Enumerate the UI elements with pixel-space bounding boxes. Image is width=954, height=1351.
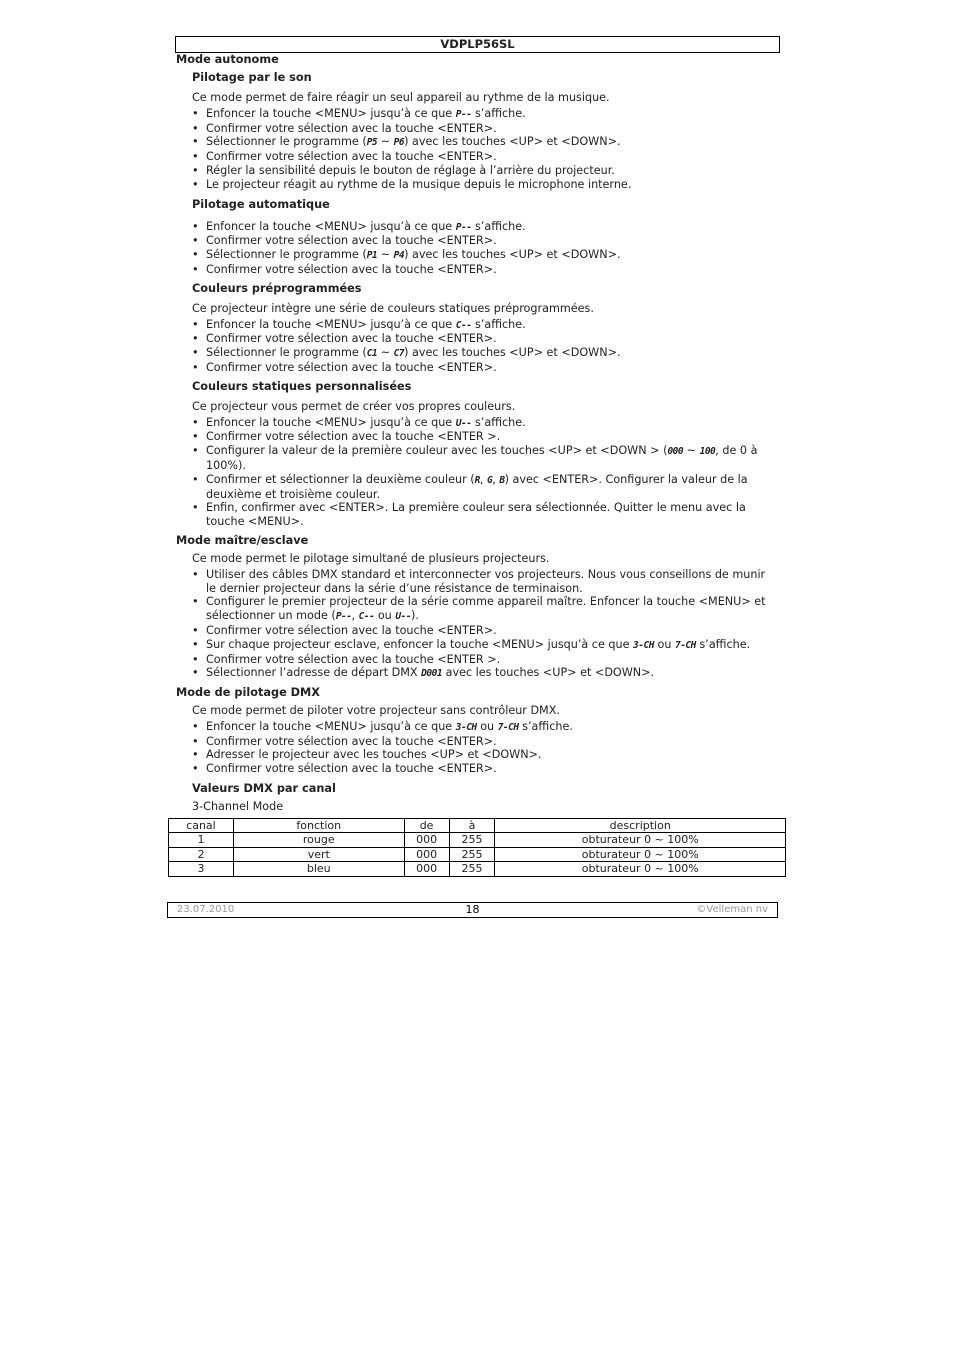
lcd-code: G <box>486 474 493 486</box>
table-cell: 2 <box>169 847 234 862</box>
list-item: • Confirmer votre sélection avec la touche <ENTER>. <box>192 735 778 749</box>
list-item: • Confirmer votre sélection avec la touche <ENTER>. <box>192 263 778 277</box>
table-cell: vert <box>233 847 404 862</box>
table-row <box>169 833 786 848</box>
table-cell: 255 <box>449 847 495 862</box>
intro-dmx: Ce mode permet de piloter votre projecteur sans contrôleur DMX. <box>192 704 560 718</box>
column-header: à <box>449 818 495 833</box>
lcd-code: P-- <box>335 611 352 623</box>
list-item: • Adresser le projecteur avec les touches <UP> et <DOWN>. <box>192 748 778 762</box>
table-cell: 000 <box>404 847 449 862</box>
section-title-autonome: Mode autonome <box>176 53 279 66</box>
intro-son: Ce mode permet de faire réagir un seul appareil au rythme de la musique. <box>192 91 610 104</box>
list-item: • Confirmer votre sélection avec la touche <ENTER>. <box>192 762 778 776</box>
lcd-code: P1 <box>366 250 378 262</box>
list-item: • Confirmer votre sélection avec la touche <ENTER>. <box>192 234 778 248</box>
list-item: • Régler la sensibilité depuis le bouton de réglage à l’arrière du projecteur. <box>192 164 778 178</box>
list-dmx <box>192 720 786 776</box>
list-item: • Confirmer votre sélection avec la touche <ENTER>. <box>192 332 778 346</box>
list-item: • Enfoncer la touche <MENU> jusqu’à ce que P-- s’affiche. <box>192 220 778 235</box>
intro-maitre: Ce mode permet le pilotage simultané de plusieurs projecteurs. <box>192 551 550 565</box>
lcd-code: 100 <box>699 446 716 458</box>
list-item: • Configurer le premier projecteur de la série comme appareil maître. Enfoncer la touche <MENU> et sélectionner un mode (P--, C-- ou U--). <box>192 595 778 624</box>
section-title-son: Pilotage par le son <box>192 71 312 84</box>
list-item: • Sélectionner l’adresse de départ DMX D001 avec les touches <UP> et <DOWN>. <box>192 666 778 681</box>
section-title-maitre: Mode maître/esclave <box>176 533 309 547</box>
lcd-code: 3-CH <box>455 721 477 733</box>
table-cell: obturateur 0 ~ 100% <box>495 847 786 862</box>
list-item: • Confirmer votre sélection avec la touche <ENTER>. <box>192 150 778 164</box>
table-header-row <box>169 818 786 833</box>
lcd-code: C-- <box>455 319 472 331</box>
section-title-perso: Couleurs statiques personnalisées <box>192 379 412 393</box>
lcd-code: C1 <box>366 348 378 360</box>
table-cell: obturateur 0 ~ 100% <box>495 862 786 877</box>
section-title-valeurs: Valeurs DMX par canal <box>192 782 336 796</box>
page-footer <box>167 902 778 918</box>
column-header: fonction <box>233 818 404 833</box>
list-item: • Sélectionner le programme (P1 ~ P4) avec les touches <UP> et <DOWN>. <box>192 248 778 263</box>
footer-copyright: ©Velleman nv <box>696 904 768 915</box>
subtitle-3ch: 3-Channel Mode <box>192 800 284 814</box>
list-item: • Confirmer et sélectionner la deuxième couleur (R, G, B) avec <ENTER>. Configurer la valeur de la deuxième et troisième couleur. <box>192 473 778 502</box>
list-item: • Sélectionner le programme (C1 ~ C7) avec les touches <UP> et <DOWN>. <box>192 346 778 361</box>
table-cell: rouge <box>233 833 404 848</box>
list-item: • Enfoncer la touche <MENU> jusqu’à ce que U-- s’affiche. <box>192 416 778 431</box>
dmx-channel-table <box>168 818 786 877</box>
lcd-code: B <box>499 474 505 486</box>
table-cell: 3 <box>169 862 234 877</box>
section-title-auto: Pilotage automatique <box>192 197 330 211</box>
list-item: • Sur chaque projecteur esclave, enfoncer la touche <MENU> jusqu’à ce que 3-CH ou 7-CH s’affiche. <box>192 638 778 653</box>
lcd-code: 3-CH <box>633 639 654 651</box>
list-item: • Confirmer votre sélection avec la touche <ENTER >. <box>192 653 778 667</box>
list-son <box>192 107 786 192</box>
footer-date: 23.07.2010 <box>177 904 235 915</box>
table-row <box>169 862 786 877</box>
lcd-code: D001 <box>421 668 443 680</box>
page-number: 18 <box>465 903 480 916</box>
document-body <box>176 53 786 877</box>
lcd-code: U-- <box>455 417 472 429</box>
section-title-couleurs: Couleurs préprogrammées <box>192 281 362 295</box>
lcd-code: U-- <box>395 611 412 623</box>
lcd-code: 000 <box>667 446 684 458</box>
column-header: canal <box>169 818 234 833</box>
table-cell: 255 <box>449 833 495 848</box>
column-header: description <box>495 818 786 833</box>
list-item: • Sélectionner le programme (P5 ~ P6) avec les touches <UP> et <DOWN>. <box>192 135 778 150</box>
lcd-code: 7-CH <box>674 639 696 651</box>
list-couleurs <box>192 318 786 375</box>
list-perso <box>192 416 786 529</box>
list-item: • Enfoncer la touche <MENU> jusqu’à ce que C-- s’affiche. <box>192 318 778 333</box>
lcd-code: 7-CH <box>497 721 519 733</box>
lcd-code: R <box>474 474 480 486</box>
lcd-code: C7 <box>393 348 405 360</box>
table-cell: 1 <box>169 833 234 848</box>
lcd-code: P4 <box>393 250 405 262</box>
column-header: de <box>404 818 449 833</box>
lcd-code: P-- <box>455 221 472 233</box>
list-item: • Confirmer votre sélection avec la touche <ENTER>. <box>192 361 778 375</box>
list-item: • Configurer la valeur de la première couleur avec les touches <UP> et <DOWN > (000 ~ 100, de 0 à 100%). <box>192 444 778 473</box>
list-auto <box>192 220 786 277</box>
intro-perso: Ce projecteur vous permet de créer vos propres couleurs. <box>192 399 516 413</box>
list-item: • Enfoncer la touche <MENU> jusqu’à ce que P-- s’affiche. <box>192 107 778 122</box>
table-cell: obturateur 0 ~ 100% <box>495 833 786 848</box>
table-cell: bleu <box>233 862 404 877</box>
section-title-dmx: Mode de pilotage DMX <box>176 686 320 700</box>
lcd-code: C-- <box>358 611 375 623</box>
list-item: • Le projecteur réagit au rythme de la musique depuis le microphone interne. <box>192 178 778 192</box>
list-item: • Confirmer votre sélection avec la touche <ENTER >. <box>192 430 778 444</box>
lcd-code: P6 <box>393 137 405 149</box>
lcd-code: P5 <box>366 137 378 149</box>
list-item: • Confirmer votre sélection avec la touche <ENTER>. <box>192 122 778 136</box>
list-item: • Confirmer votre sélection avec la touche <ENTER>. <box>192 624 778 638</box>
table-row <box>169 847 786 862</box>
list-item: • Utiliser des câbles DMX standard et interconnecter vos projecteurs. Nous vous conseillons de munir le dernier projecteur dans la série d’une résistance de terminaison. <box>192 568 778 596</box>
table-cell: 000 <box>404 833 449 848</box>
list-item: • Enfin, confirmer avec <ENTER>. La première couleur sera sélectionnée. Quitter le menu avec la touche <MENU>. <box>192 501 778 529</box>
table-cell: 000 <box>404 862 449 877</box>
intro-couleurs: Ce projecteur intègre une série de couleurs statiques préprogrammées. <box>192 301 594 315</box>
table-cell: 255 <box>449 862 495 877</box>
list-maitre <box>192 568 786 681</box>
model-title: VDPLP56SL <box>440 37 515 51</box>
lcd-code: P-- <box>455 108 472 120</box>
page-header <box>175 36 780 53</box>
list-item: • Enfoncer la touche <MENU> jusqu’à ce que 3-CH ou 7-CH s’affiche. <box>192 720 778 735</box>
